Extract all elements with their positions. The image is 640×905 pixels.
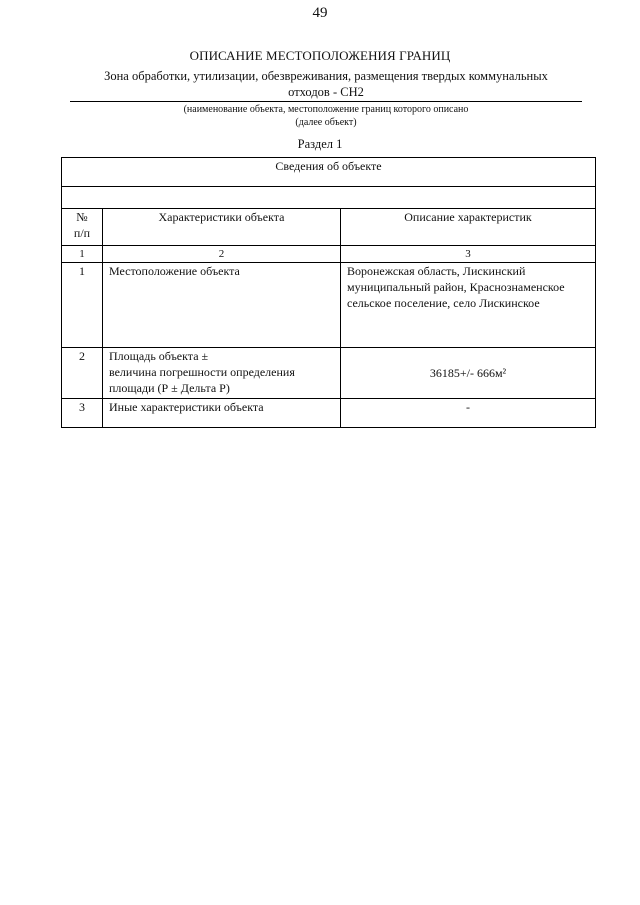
- blank-cell: [62, 187, 596, 209]
- column-number-2: 2: [103, 246, 341, 263]
- row-description: [341, 263, 596, 348]
- column-number-1: 1: [62, 246, 103, 263]
- row-description: 36185+/- 666м²: [341, 348, 596, 399]
- row-number: 3: [62, 399, 103, 428]
- object-caption: [70, 103, 582, 129]
- description-line: сельское поселение, село Лискинское: [347, 296, 540, 310]
- row-number: 2: [62, 348, 103, 399]
- column-header-row: [62, 209, 596, 246]
- divider-line: [70, 101, 582, 102]
- table-row: [62, 348, 596, 399]
- number-sign: №: [76, 210, 88, 224]
- object-name-line-2: отходов - СН2: [288, 85, 364, 99]
- row-characteristic: Местоположение объекта: [103, 263, 341, 348]
- description-line: муниципальный район, Краснознаменское: [347, 280, 565, 294]
- column-number-3: 3: [341, 246, 596, 263]
- table-row: [62, 263, 596, 348]
- characteristic-line: величина погрешности определения: [109, 365, 295, 379]
- table-blank-row: [62, 187, 596, 209]
- object-info-table: [61, 157, 596, 428]
- table-row: [62, 399, 596, 428]
- table-heading: Сведения об объекте: [62, 158, 596, 187]
- description-line: Воронежская область, Лискинский: [347, 264, 526, 278]
- column-header-characteristics: Характеристики объекта: [103, 209, 341, 246]
- column-header-description: Описание характеристик: [341, 209, 596, 246]
- table-heading-row: [62, 158, 596, 187]
- page-number: 49: [312, 5, 328, 21]
- row-characteristic: Иные характеристики объекта: [103, 399, 341, 428]
- section-title: Раздел 1: [297, 137, 343, 151]
- caption-line-1: (наименование объекта, местоположение границ которого описано: [183, 104, 469, 115]
- document-title: ОПИСАНИЕ МЕСТОПОЛОЖЕНИЯ ГРАНИЦ: [189, 48, 451, 63]
- row-characteristic: [103, 348, 341, 399]
- row-number: 1: [62, 263, 103, 348]
- row-description: -: [341, 399, 596, 428]
- column-header-number: [62, 209, 103, 246]
- characteristic-line: Площадь объекта ±: [109, 349, 209, 363]
- object-name-line-1: Зона обработки, утилизации, обезвреживания, размещения твердых коммунальных: [104, 69, 548, 83]
- caption-line-2: (далее объект): [295, 117, 357, 128]
- column-number-row: [62, 246, 596, 263]
- characteristic-line: площади (Р ± Дельта Р): [109, 381, 230, 395]
- number-abbrev: п/п: [73, 226, 91, 240]
- object-name: [70, 68, 582, 100]
